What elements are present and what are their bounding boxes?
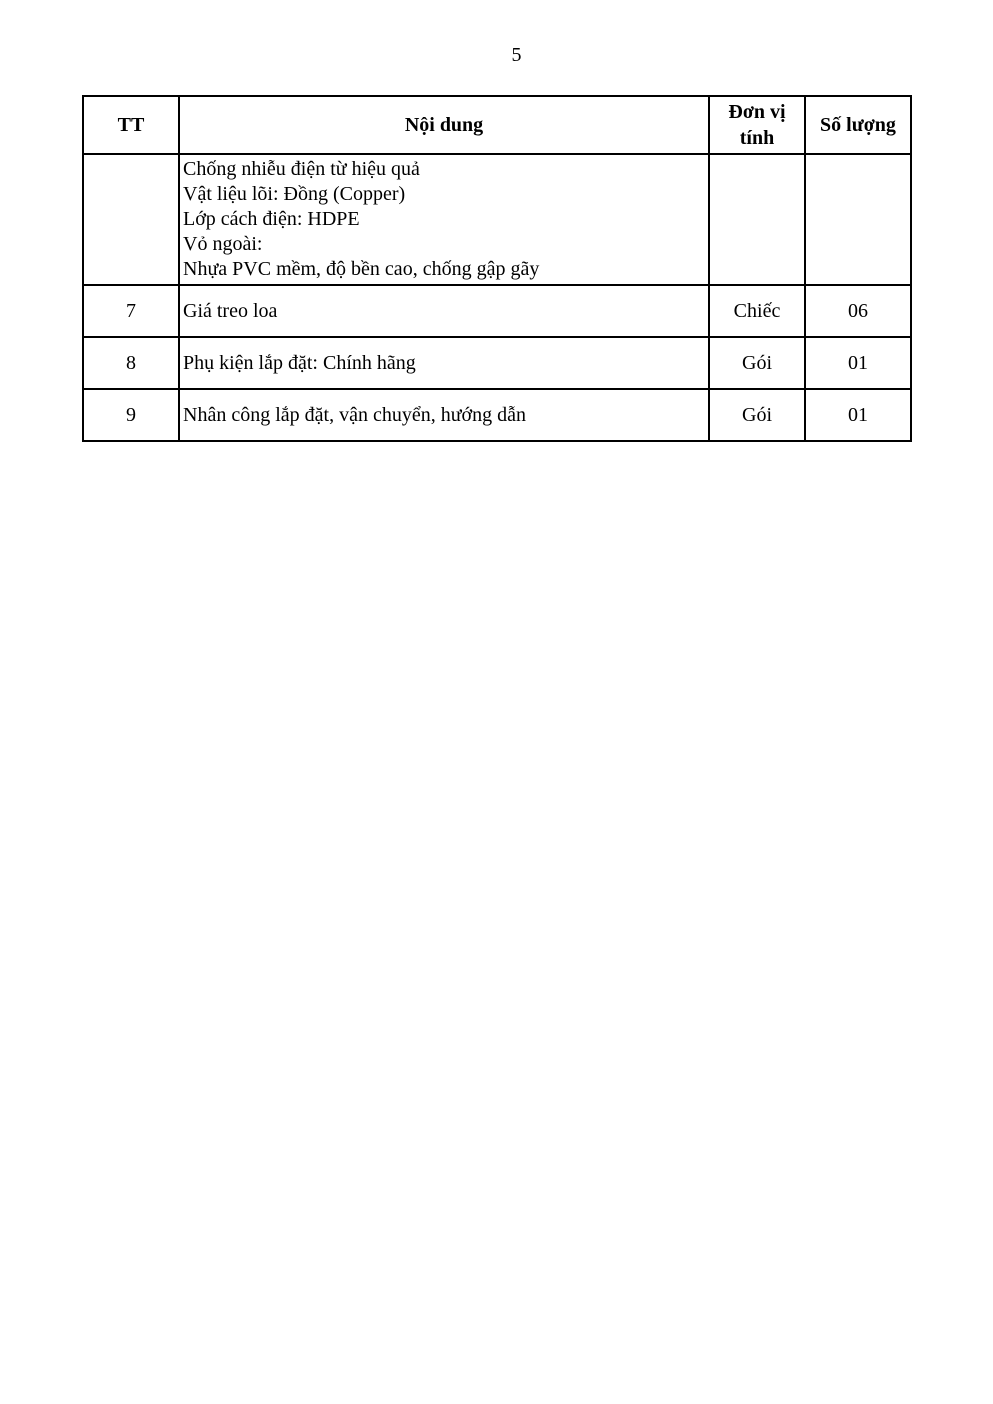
content-line: Nhân công lắp đặt, vận chuyển, hướng dẫn — [183, 403, 526, 426]
cell-unit: Gói — [709, 337, 805, 389]
cell-quantity: 06 — [805, 285, 911, 337]
cell-quantity: 01 — [805, 337, 911, 389]
cell-tt: 7 — [83, 285, 179, 337]
cell-tt: 8 — [83, 337, 179, 389]
content-line: Giá treo loa — [183, 299, 278, 322]
content-line: Vỏ ngoài: — [183, 233, 263, 255]
cell-unit: Gói — [709, 389, 805, 441]
table-row — [83, 154, 911, 285]
header-tt: TT — [83, 96, 179, 154]
table-header-row — [83, 96, 911, 154]
cell-unit: Chiếc — [709, 285, 805, 337]
cell-quantity — [805, 154, 911, 285]
table-body — [83, 154, 911, 441]
cell-quantity: 01 — [805, 389, 911, 441]
content-line: Phụ kiện lắp đặt: Chính hãng — [183, 351, 416, 374]
header-don-vi-tinh: Đơn vị tính — [709, 96, 805, 154]
table-row — [83, 285, 911, 337]
table-row — [83, 337, 911, 389]
cell-content — [179, 154, 709, 285]
cell-content — [179, 389, 709, 441]
cell-tt: 9 — [83, 389, 179, 441]
header-so-luong: Số lượng — [805, 96, 911, 154]
content-line: Chống nhiễu điện từ hiệu quả — [183, 158, 420, 180]
table-row — [83, 389, 911, 441]
page-number: 5 — [511, 44, 522, 66]
cell-tt — [83, 154, 179, 285]
content-line: Nhựa PVC mềm, độ bền cao, chống gập gãy — [183, 258, 540, 280]
items-table — [82, 95, 912, 442]
cell-unit — [709, 154, 805, 285]
cell-content — [179, 337, 709, 389]
content-line: Lớp cách điện: HDPE — [183, 208, 360, 230]
content-line: Vật liệu lõi: Đồng (Copper) — [183, 183, 406, 205]
cell-content — [179, 285, 709, 337]
header-noi-dung: Nội dung — [179, 96, 709, 154]
